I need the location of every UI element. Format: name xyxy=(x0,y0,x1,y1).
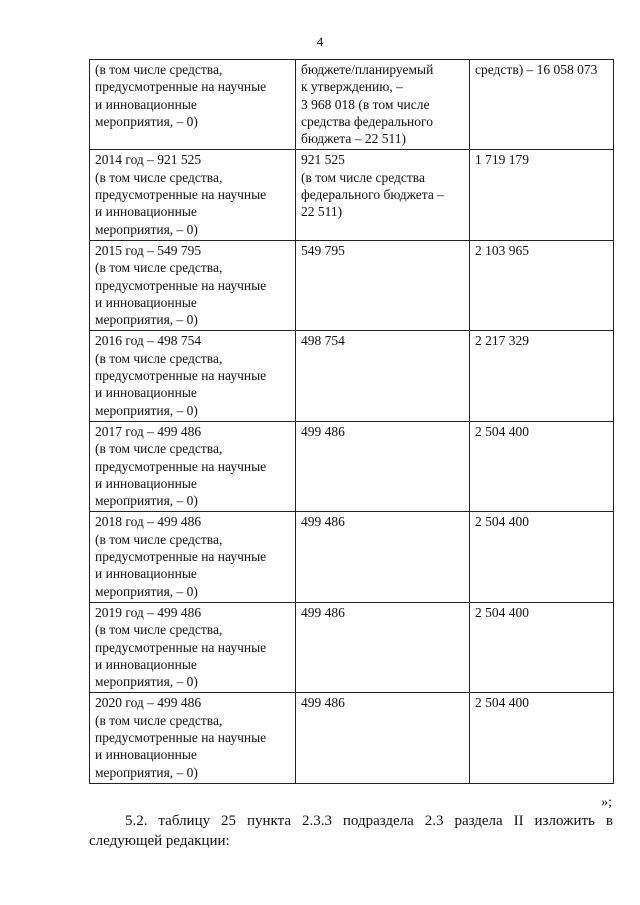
budget-table xyxy=(89,59,614,784)
cell-year-total: 2016 год – 498 754 (в том числе средства, предусмотренные на научные и инновационные мероприятия, – 0) xyxy=(90,331,296,421)
amendment-paragraph xyxy=(89,811,613,851)
cell-year-total: 2020 год – 499 486 (в том числе средства, предусмотренные на научные и инновационные мероприятия, – 0) xyxy=(90,693,296,783)
cell-total-notes: (в том числе средства, предусмотренные на научные и инновационные мероприятия, – 0) xyxy=(90,60,296,150)
cell-year-total: 2017 год – 499 486 (в том числе средства, предусмотренные на научные и инновационные мероприятия, – 0) xyxy=(90,421,296,511)
cell-year-total: 2014 год – 921 525 (в том числе средства, предусмотренные на научные и инновационные мероприятия, – 0) xyxy=(90,150,296,240)
paragraph-line-1 xyxy=(89,811,613,831)
closing-quote: »; xyxy=(601,795,612,810)
paragraph-word: 25 xyxy=(221,813,237,829)
table-row xyxy=(90,150,614,240)
paragraph-word: II xyxy=(513,813,524,829)
cell-federal-budget: 549 795 xyxy=(296,240,470,330)
cell-other-sources: 2 504 400 xyxy=(470,512,614,602)
paragraph-word: раздела xyxy=(454,813,503,829)
cell-federal-budget: 499 486 xyxy=(296,693,470,783)
paragraph-word: пункта xyxy=(246,813,292,829)
paragraph-word: в xyxy=(605,813,613,829)
cell-year-total: 2018 год – 499 486 (в том числе средства, предусмотренные на научные и инновационные мероприятия, – 0) xyxy=(90,512,296,602)
paragraph-word: 2.3 xyxy=(424,813,444,829)
table-row xyxy=(90,512,614,602)
page-number: 4 xyxy=(316,34,324,49)
cell-other-sources: 2 504 400 xyxy=(470,693,614,783)
table-row xyxy=(90,331,614,421)
cell-other-sources: 2 103 965 xyxy=(470,240,614,330)
cell-year-total: 2019 год – 499 486 (в том числе средства, предусмотренные на научные и инновационные мероприятия, – 0) xyxy=(90,602,296,692)
table-row xyxy=(90,602,614,692)
paragraph-line-2: следующей редакции: xyxy=(89,833,230,849)
cell-federal-budget: 499 486 xyxy=(296,421,470,511)
cell-federal-budget: 499 486 xyxy=(296,512,470,602)
paragraph-word: изложить xyxy=(534,813,595,829)
cell-federal-budget: 498 754 xyxy=(296,331,470,421)
table-row xyxy=(90,60,614,150)
paragraph-word: 5.2. xyxy=(125,813,148,829)
cell-other-sources: 2 217 329 xyxy=(470,331,614,421)
cell-federal-budget: бюджете/планируемый к утверждению, – 3 968 018 (в том числе средства федерального бюджета – 22 511) xyxy=(296,60,470,150)
table-row xyxy=(90,240,614,330)
cell-other-sources: 2 504 400 xyxy=(470,602,614,692)
table-row xyxy=(90,693,614,783)
paragraph-word: таблицу xyxy=(158,813,211,829)
cell-year-total: 2015 год – 549 795 (в том числе средства, предусмотренные на научные и инновационные мероприятия, – 0) xyxy=(90,240,296,330)
paragraph-word: 2.3.3 xyxy=(301,813,332,829)
cell-other-sources: средств) – 16 058 073 xyxy=(470,60,614,150)
paragraph-word: подраздела xyxy=(342,813,414,829)
cell-other-sources: 2 504 400 xyxy=(470,421,614,511)
cell-other-sources: 1 719 179 xyxy=(470,150,614,240)
cell-federal-budget: 921 525 (в том числе средства федерального бюджета – 22 511) xyxy=(296,150,470,240)
table-row xyxy=(90,421,614,511)
cell-federal-budget: 499 486 xyxy=(296,602,470,692)
